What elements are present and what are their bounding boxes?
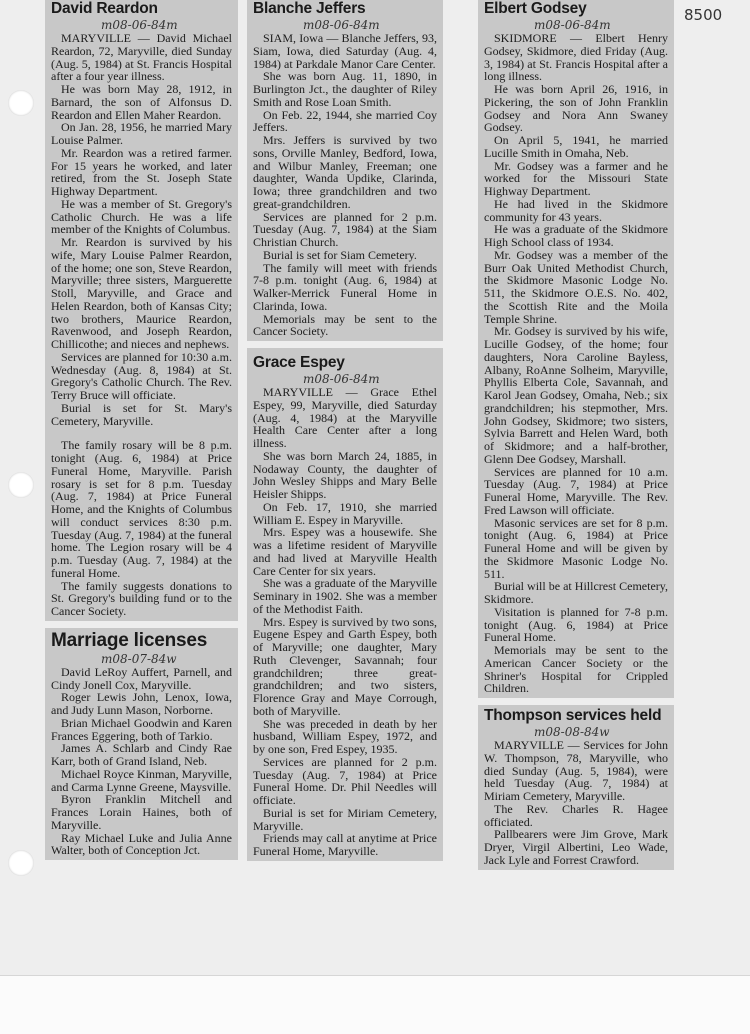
paragraph: James A. Schlarb and Cindy Rae Karr, both of Grand Island, Neb. (51, 741, 232, 768)
clipping-jeffers (247, 0, 443, 341)
paragraph: Mr. Godsey was a member of the Burr Oak United Methodist Church, the Skidmore Masonic Lodge No. 511, the Skidmore O.E.S. No. 402, the Scottish Rite and the Moila Temple Shrine. (484, 247, 668, 326)
paragraph: Mrs. Jeffers is survived by two sons, Orville Manley, Bedford, Iowa, and Wilbur Manley, Freeman; one daughter, Wanda Updike, Clarinda, Iowa; three grandchildren and two great-grandchildren. (253, 133, 437, 211)
paragraph: He was born April 26, 1916, in Pickering, the son of John Franklin Godsey and Nora Ann Swaney Godsey. (484, 82, 668, 135)
paragraph: David LeRoy Auffert, Parnell, and Cindy Jonell Cox, Maryville. (51, 664, 232, 692)
punch-hole (8, 90, 34, 116)
clipping-title: Blanche Jeffers (253, 0, 366, 17)
paragraph: Services are planned for 10 a.m. Tuesday (Aug. 7, 1984) at Price Funeral Home, Maryville. The Rev. Fred Lawson will officiate. (484, 464, 668, 517)
paragraph: Services are planned for 2 p.m. Tuesday (Aug. 7, 1984) at the Siam Christian Church. (253, 209, 437, 249)
paragraph: He was a graduate of the Skidmore High School class of 1934. (484, 222, 668, 249)
paragraph: SKIDMORE — Elbert Henry Godsey, Skidmore, died Friday (Aug. 3, 1984) at St. Francis Hospital after a long illness. (484, 31, 668, 84)
paragraph: Burial is set for Siam Cemetery. (263, 247, 417, 262)
paragraph: Services are planned for 10:30 a.m. Wednesday (Aug. 8, 1984) at St. Gregory's Catholic Church. The Rev. Terry Bruce will officiate. (51, 349, 232, 402)
paragraph: He was born May 28, 1912, in Barnard, the son of Alfonsus D. Reardon and Ellen Maher Reardon. (51, 82, 232, 122)
clipping-title: Thompson services held (484, 707, 662, 724)
handwritten-date-note: m08-06-84m (101, 18, 178, 32)
paragraph: Burial is set for St. Mary's Cemetery, Maryville. (51, 400, 232, 428)
paragraph: On April 5, 1941, he married Lucille Smith in Omaha, Neb. (484, 133, 668, 160)
paragraph: Burial is set for Miriam Cemetery, Maryville. (253, 805, 437, 833)
paragraph: On Jan. 28, 1956, he married Mary Louise Palmer. (51, 120, 232, 147)
paragraph: The family rosary will be 8 p.m. tonight (Aug. 6, 1984) at Price Funeral Home, Maryville. Parish rosary is set for 8 p.m. Tuesday (Aug. 7, 1984) at Price Funeral Home, and the Knights of Columbus will conduct services 8:30 p.m. Tuesday (Aug. 7, 1984) at the funeral home. The Legion rosary will be 4 p.m. Tuesday (Aug. 7, 1984) at the funeral Home. (51, 438, 232, 580)
paragraph: On Feb. 17, 1910, she married William E. Espey in Maryville. (253, 499, 437, 527)
column-middle (247, 0, 443, 861)
paragraph: He was a member of St. Gregory's Catholic Church. He was a life member of the Knights of Columbus. (51, 196, 232, 237)
paragraph: Pallbearers were Jim Grove, Mark Dryer, Virgil Albertini, Leo Wade, Jack Lyle and Forrest Crawford. (484, 827, 668, 867)
paragraph: Memorials may be sent to the Cancer Society. (253, 311, 437, 339)
paragraph: On Feb. 22, 1944, she married Coy Jeffers. (253, 107, 437, 135)
column-right (478, 0, 674, 870)
paragraph: Memorials may be sent to the American Cancer Society or the Shriner's Hospital for Crippled Children. (484, 643, 668, 696)
paragraph: Mr. Reardon is survived by his wife, Mary Louise Palmer Reardon, of the home; one son, Steve Reardon, Maryville; three sisters, Marguerette Stoll, Maryville, and Grace and Helen Reardon, both of Kansas City; two brothers, Maurice Reardon, Ravenwood, and Joseph Reardon, Chillicothe; and nieces and nephews. (51, 235, 232, 351)
clipping-espey (247, 348, 443, 861)
paragraph: Roger Lewis John, Lenox, Iowa, and Judy Lunn Mason, Norborne. (51, 690, 232, 717)
paragraph: Visitation is planned for 7-8 p.m. tonight (Aug. 6, 1984) at Price Funeral Home. (484, 604, 668, 645)
clipping-title: Elbert Godsey (484, 0, 587, 17)
paragraph: Masonic services are set for 8 p.m. tonight (Aug. 6, 1984) at Price Funeral Home and will be given by the Skidmore Masonic Lodge No. 511. (484, 515, 668, 581)
paragraph: Michael Royce Kinman, Maryville, and Carma Lynne Greene, Maysville. (51, 766, 232, 794)
paragraph: Mrs. Espey was a housewife. She was a lifetime resident of Maryville and had lived at Maryville Health Care Center for six years. (253, 525, 437, 578)
clipping-marriage-licenses (45, 628, 238, 860)
clipping-title: Marriage licenses (51, 629, 208, 651)
column-left (45, 0, 238, 860)
paragraph: Mrs. Espey is survived by two sons, Eugene Espey and Garth Espey, both of Maryville; one daughter, Mary Ruth Clevenger, Savannah; four grandchildren; three great-grandchildren; and two sisters, Florence Gray and Maye Corrough, both of Maryville. (253, 614, 437, 718)
paragraph: Ray Michael Luke and Julia Anne Walter, both of Conception Jct. (51, 830, 232, 858)
paragraph: Mr. Godsey was a farmer and he worked for the Missouri State Highway Department. (484, 158, 668, 198)
paragraph: She was a graduate of the Maryville Seminary in 1902. She was a member of the Methodist Faith. (253, 576, 437, 616)
clipping-reardon (45, 0, 238, 621)
paragraph: She was preceded in death by her husband, William Espey, 1972, and by one son, Fred Espey, 1935. (253, 716, 437, 756)
page-bottom-edge (0, 975, 750, 1034)
paragraph: Mr. Godsey is survived by his wife, Lucille Godsey, of the home; four daughters, Nora Caroline Bayless, Albany, RoAnne Solheim, Maryville, Phyllis Elberta Cole, Savannah, and Karol Jean Godsey, Omaha, Neb.; six grandchildren; his stepmother, Mrs. John Godsey, Skidmore; two sisters, Sylvia Barrett and Helen Ward, both of Skidmore; and a half-brother, Glenn Dee Godsey, Marshall. (484, 324, 668, 466)
clipping-thompson (478, 705, 674, 870)
handwritten-date-note: m08-06-84m (303, 18, 380, 32)
punch-hole (8, 472, 34, 498)
paragraph: She was born March 24, 1885, in Nodaway County, the daughter of John Wesley Shipps and Mary Belle Heisler Shipps. (253, 448, 437, 501)
clipping-godsey (478, 0, 674, 698)
handwritten-date-note: m08-06-84m (534, 18, 611, 32)
handwritten-date-note: m08-08-84w (534, 725, 610, 739)
handwritten-date-note: m08-07-84w (101, 651, 177, 666)
clipping-title: Grace Espey (253, 354, 345, 371)
punch-hole (8, 850, 34, 876)
paragraph: She was born Aug. 11, 1890, in Burlington Jct., the daughter of Riley Smith and Rose Loan Smith. (253, 69, 437, 109)
paragraph: Brian Michael Goodwin and Karen Frances Eggering, both of Tarkio. (51, 715, 232, 743)
handwritten-page-number: 8500 (684, 6, 723, 24)
handwritten-date-note: m08-06-84m (303, 372, 380, 386)
paragraph: Services are planned for 2 p.m. Tuesday (Aug. 7, 1984) at Price Funeral Home. Dr. Phil Needles will officiate. (253, 754, 437, 807)
paragraph: Burial will be at Hillcrest Cemetery, Skidmore. (484, 579, 668, 606)
paragraph: The Rev. Charles R. Hagee officiated. (484, 801, 668, 829)
paragraph: SIAM, Iowa — Blanche Jeffers, 93, Siam, Iowa, died Saturday (Aug. 4, 1984) at Parkdale Manor Care Center. (253, 31, 437, 71)
paragraph: Friends may call at anytime at Price Funeral Home, Maryville. (253, 831, 437, 858)
paragraph: MARYVILLE — Services for John W. Thompson, 78, Maryville, who died Sunday (Aug. 5, 1984), were held Tuesday (Aug. 7, 1984) at Miriam Cemetery, Maryville. (484, 738, 668, 803)
paragraph: Byron Franklin Mitchell and Frances Lorain Haines, both of Maryville. (51, 792, 232, 832)
paragraph: The family suggests donations to St. Gregory's building fund or to the Cancer Society. (51, 578, 232, 618)
paragraph: MARYVILLE — David Michael Reardon, 72, Maryville, died Sunday (Aug. 5, 1984) at St. Francis Hospital after a four year illness. (51, 31, 232, 84)
clipping-title: David Reardon (51, 0, 158, 17)
paragraph: Mr. Reardon was a retired farmer. For 15 years he worked, and later retired, from the St. Joseph State Highway Department. (51, 145, 232, 198)
paragraph: MARYVILLE — Grace Ethel Espey, 99, Maryville, died Saturday (Aug. 4, 1984) at the Maryville Health Care Center after a long illness. (253, 385, 437, 450)
paragraph: The family will meet with friends 7-8 p.m. tonight (Aug. 6, 1984) at Walker-Merrick Funeral Home in Clarinda, Iowa. (253, 260, 437, 313)
paragraph: He had lived in the Skidmore community for 43 years. (484, 196, 668, 224)
